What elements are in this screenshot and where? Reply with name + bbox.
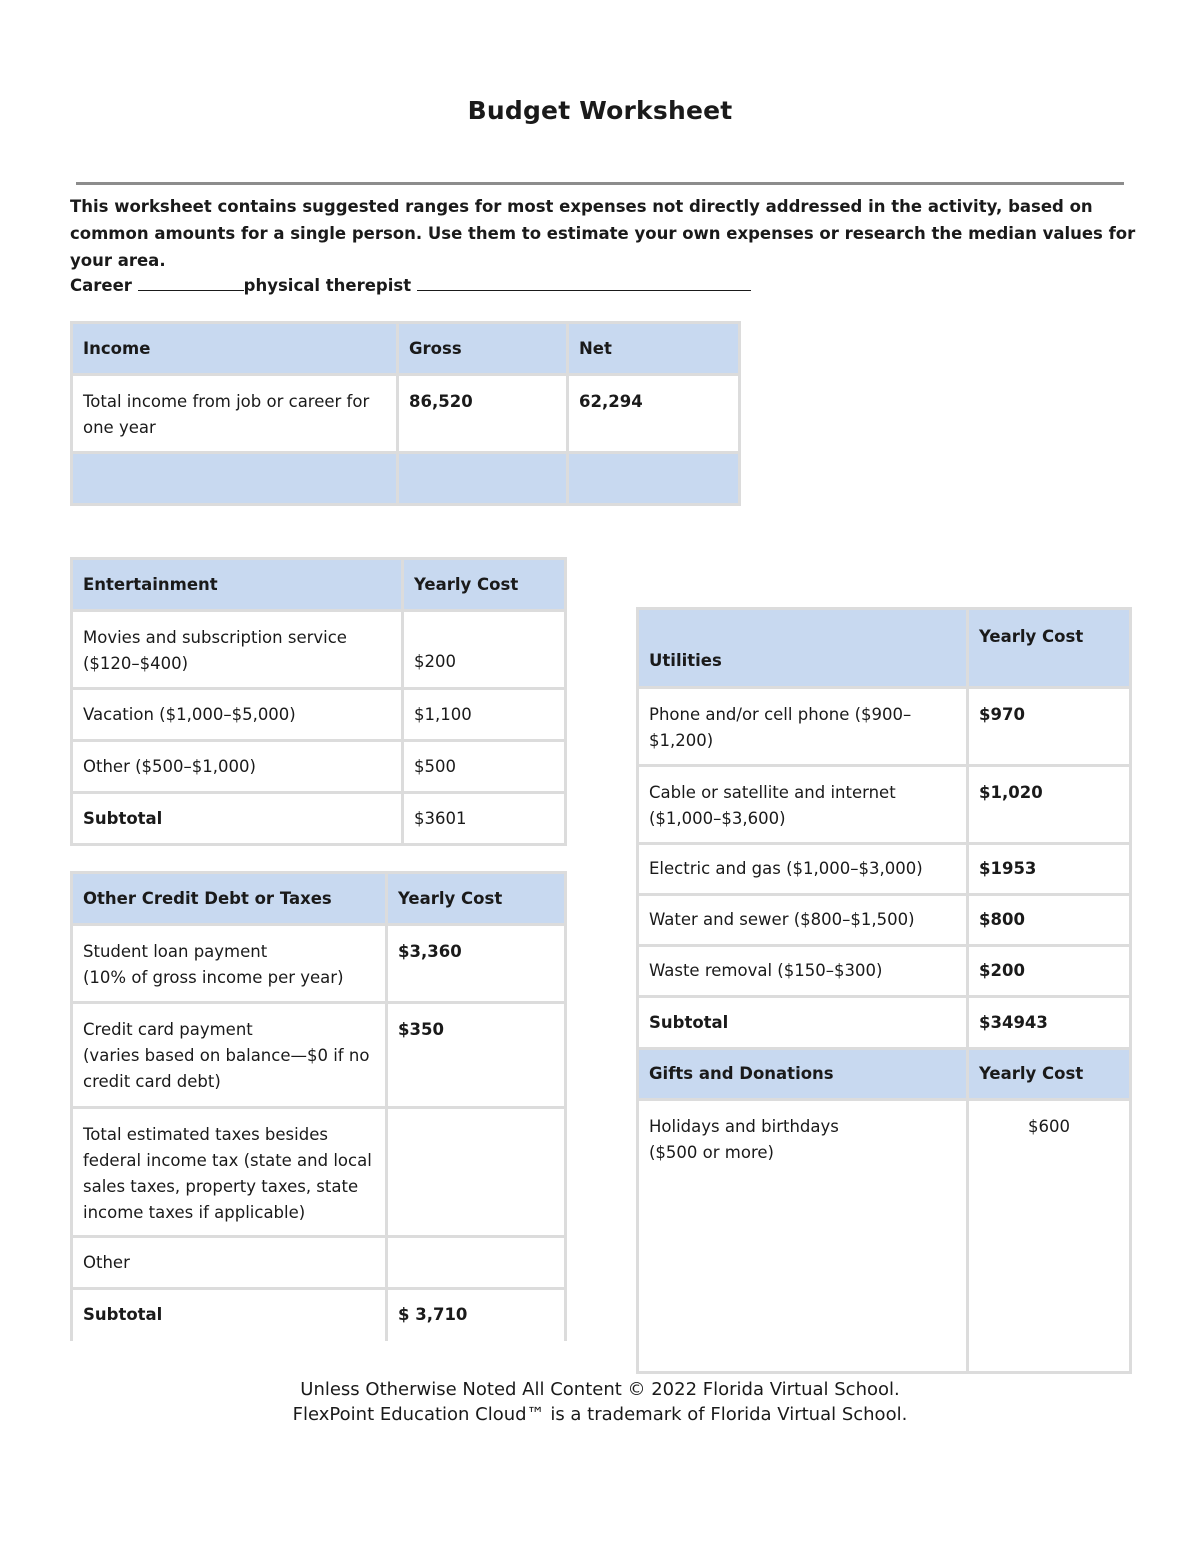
entertainment-table [70,557,567,846]
credit-row-label [72,925,387,1003]
credit-row-line: Total estimated taxes besides federal income tax (state and local sales taxes, property taxes, state income taxes if applicable) [83,1125,372,1222]
career-label: Career [70,276,132,295]
credit-row-line: Credit card payment [83,1020,253,1039]
page-footer [0,1377,1200,1427]
entertainment-row-label: Vacation ($1,000–$5,000) [72,689,403,741]
entertainment-subtotal-label: Subtotal [72,793,403,845]
table-row [72,1237,566,1289]
income-header-gross: Gross [398,323,568,375]
credit-row-label [72,1237,387,1289]
table-row [72,741,566,793]
gifts-header-cost: Yearly Cost [968,1049,1131,1100]
table-row [638,688,1131,766]
table-row [638,895,1131,946]
table-row [72,453,740,505]
credit-row-cost[interactable]: $3,360 [387,925,566,1003]
credit-row-note: (10% of gross income per year) [83,968,344,987]
utilities-row-cost[interactable]: $970 [968,688,1131,766]
intro-text: This worksheet contains suggested ranges for most expenses not directly addressed in the activity, based on common amounts for a single person. Use them to estimate your own expenses or research the median values for your area. [70,197,1136,270]
utilities-row-label: Cable or satellite and internet ($1,000–$3,600) [638,766,968,844]
entertainment-header-row [72,559,566,611]
utilities-header-label: Utilities [638,609,968,688]
income-header-net: Net [568,323,740,375]
income-row-label: Total income from job or career for one year [72,375,398,453]
entertainment-row-cost[interactable]: $1,100 [403,689,566,741]
gifts-header-row [638,1049,1131,1100]
table-row [72,375,740,453]
utilities-header-cost: Yearly Cost [968,609,1131,688]
footer-copyright: Unless Otherwise Noted All Content © 2022 Florida Virtual School. [300,1379,900,1400]
entertainment-subtotal-cost[interactable]: $3601 [403,793,566,845]
utilities-row-cost[interactable]: $200 [968,946,1131,997]
entertainment-row-cost[interactable]: $500 [403,741,566,793]
credit-row-cost[interactable]: $350 [387,1003,566,1108]
entertainment-row-label: Other ($500–$1,000) [72,741,403,793]
credit-row-line: Other [83,1252,130,1272]
credit-row-label [72,1108,387,1237]
utilities-row-cost[interactable]: $1953 [968,844,1131,895]
credit-row-label [72,1003,387,1108]
credit-subtotal-row [72,1289,566,1341]
career-line [70,272,751,295]
entertainment-subtotal-row [72,793,566,845]
income-table [70,321,741,506]
table-row [72,611,566,689]
utilities-row-cost[interactable]: $800 [968,895,1131,946]
utilities-subtotal-row [638,997,1131,1049]
credit-table [70,871,567,1341]
income-header-label: Income [72,323,398,375]
utilities-row-label: Phone and/or cell phone ($900–$1,200) [638,688,968,766]
utilities-row-label: Water and sewer ($800–$1,500) [638,895,968,946]
entertainment-row-label: Movies and subscription service ($120–$400) [72,611,403,689]
entertainment-row-cost[interactable]: $200 [403,611,566,689]
table-row [638,946,1131,997]
credit-subtotal-cost[interactable]: $ 3,710 [387,1289,566,1341]
credit-subtotal-label: Subtotal [72,1289,387,1341]
gifts-header-label: Gifts and Donations [638,1049,968,1100]
utilities-subtotal-cost[interactable]: $34943 [968,997,1131,1049]
income-empty-cell[interactable] [398,453,568,505]
income-net-value[interactable]: 62,294 [568,375,740,453]
income-empty-cell[interactable] [72,453,398,505]
credit-row-cost[interactable] [387,1108,566,1237]
footer-trademark: FlexPoint Education Cloud™ is a trademark of Florida Virtual School. [292,1404,908,1425]
table-row [72,925,566,1003]
credit-header-row [72,873,566,925]
credit-header-cost: Yearly Cost [387,873,566,925]
page-title: Budget Worksheet [467,96,733,125]
career-blank-left [138,272,244,291]
utilities-row-cost[interactable]: $1,020 [968,766,1131,844]
entertainment-header-cost: Yearly Cost [403,559,566,611]
utilities-table [636,607,1132,1374]
utilities-row-label: Waste removal ($150–$300) [638,946,968,997]
table-row [638,1100,1131,1373]
utilities-subtotal-label: Subtotal [638,997,968,1049]
credit-row-cost[interactable] [387,1237,566,1289]
income-header-row [72,323,740,375]
gifts-row-line: Holidays and birthdays [649,1117,839,1136]
credit-row-note: (varies based on balance—$0 if no credit card debt) [83,1046,370,1091]
title-divider [76,182,1124,185]
table-row [72,1003,566,1108]
gifts-row-label [638,1100,968,1373]
income-gross-value[interactable]: 86,520 [398,375,568,453]
table-row [72,689,566,741]
gifts-row-cost[interactable]: $600 [968,1100,1131,1373]
table-row [638,766,1131,844]
credit-row-line: Student loan payment [83,942,268,961]
credit-header-label: Other Credit Debt or Taxes [72,873,387,925]
income-empty-cell[interactable] [568,453,740,505]
table-row [72,1108,566,1237]
table-row [638,844,1131,895]
utilities-row-label: Electric and gas ($1,000–$3,000) [638,844,968,895]
entertainment-header-label: Entertainment [72,559,403,611]
career-blank-right [417,272,751,291]
utilities-header-row [638,609,1131,688]
gifts-row-note: ($500 or more) [649,1143,774,1162]
career-value[interactable]: physical therepist [243,276,412,295]
